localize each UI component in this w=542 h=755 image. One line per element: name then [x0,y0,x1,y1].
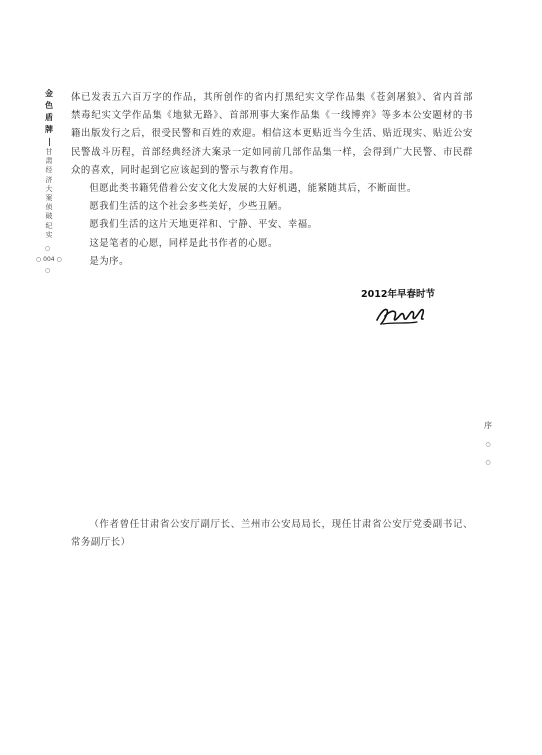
right-margin-rail [482,420,494,468]
handwritten-signature [373,300,429,328]
page-number-value: 004 [43,256,55,263]
paragraph: 愿我们生活的这片天地更祥和、宁静、平安、幸福。 [89,219,318,231]
circle-mark-icon: ○ [45,267,51,274]
preface-body [71,89,473,271]
series-brand [40,88,58,136]
circle-mark-icon: ○ [485,459,491,466]
left-margin-rail [40,88,58,240]
series-char: 肃 [45,157,53,166]
rail-divider [49,138,50,146]
brand-char: 盾 [45,113,53,122]
brand-char: 色 [45,101,53,110]
series-char: 甘 [45,148,53,156]
circle-mark-icon: ○ [485,441,491,448]
signature-date: 2012年早春时节 [361,289,435,300]
paragraph: 愿我们生活的这个社会多些美好，少些丑陋。 [89,201,288,213]
brand-char: 金 [45,89,53,98]
brand-char: 牌 [45,125,53,134]
series-char: 大 [45,184,53,193]
author-note: （作者曾任甘肃省公安厅副厅长、兰州市公安局局长，现任甘肃省公安厅党委副书记、常务副厅长） [71,519,473,548]
series-char: 经 [45,166,53,175]
series-char: 实 [45,230,53,239]
paragraph: 是为序。 [89,255,130,267]
circle-mark-icon: ○ [56,256,62,263]
page-number [36,256,62,263]
series-char: 案 [45,194,53,203]
series-char: 侦 [45,203,53,212]
circle-mark-icon: ○ [36,256,42,263]
paragraph: 这是笔者的心愿，同样是此书作者的心愿。 [89,237,278,249]
series-char: 济 [45,175,53,184]
paragraph: 体已发表五六百万字的作品，其所创作的省内打黑纪实文学作品集《苍剑屠狼》、省内首部禁毒纪实文学作品集《地狱无路》、首部刑事大案作品集《一线博弈》等多本公安题材的书籍出版发行之后，很受民警和百姓的欢迎。相信这本更贴近当今生活、贴近现实、贴近公安民警战斗历程，首部经典经济大案录一定如同前几部作品集一样，会得到广大民警、市民群众的喜欢，同时起到它应该起到的警示与教育作用。 [71,92,473,176]
circle-mark-icon: ○ [45,245,51,252]
running-title: 序 [484,421,492,430]
book-series-title [40,148,58,240]
series-char: 纪 [45,221,53,230]
series-char: 破 [45,212,53,221]
paragraph: 但愿此类书籍凭借着公安文化大发展的大好机遇，能紧随其后，不断面世。 [89,183,417,195]
